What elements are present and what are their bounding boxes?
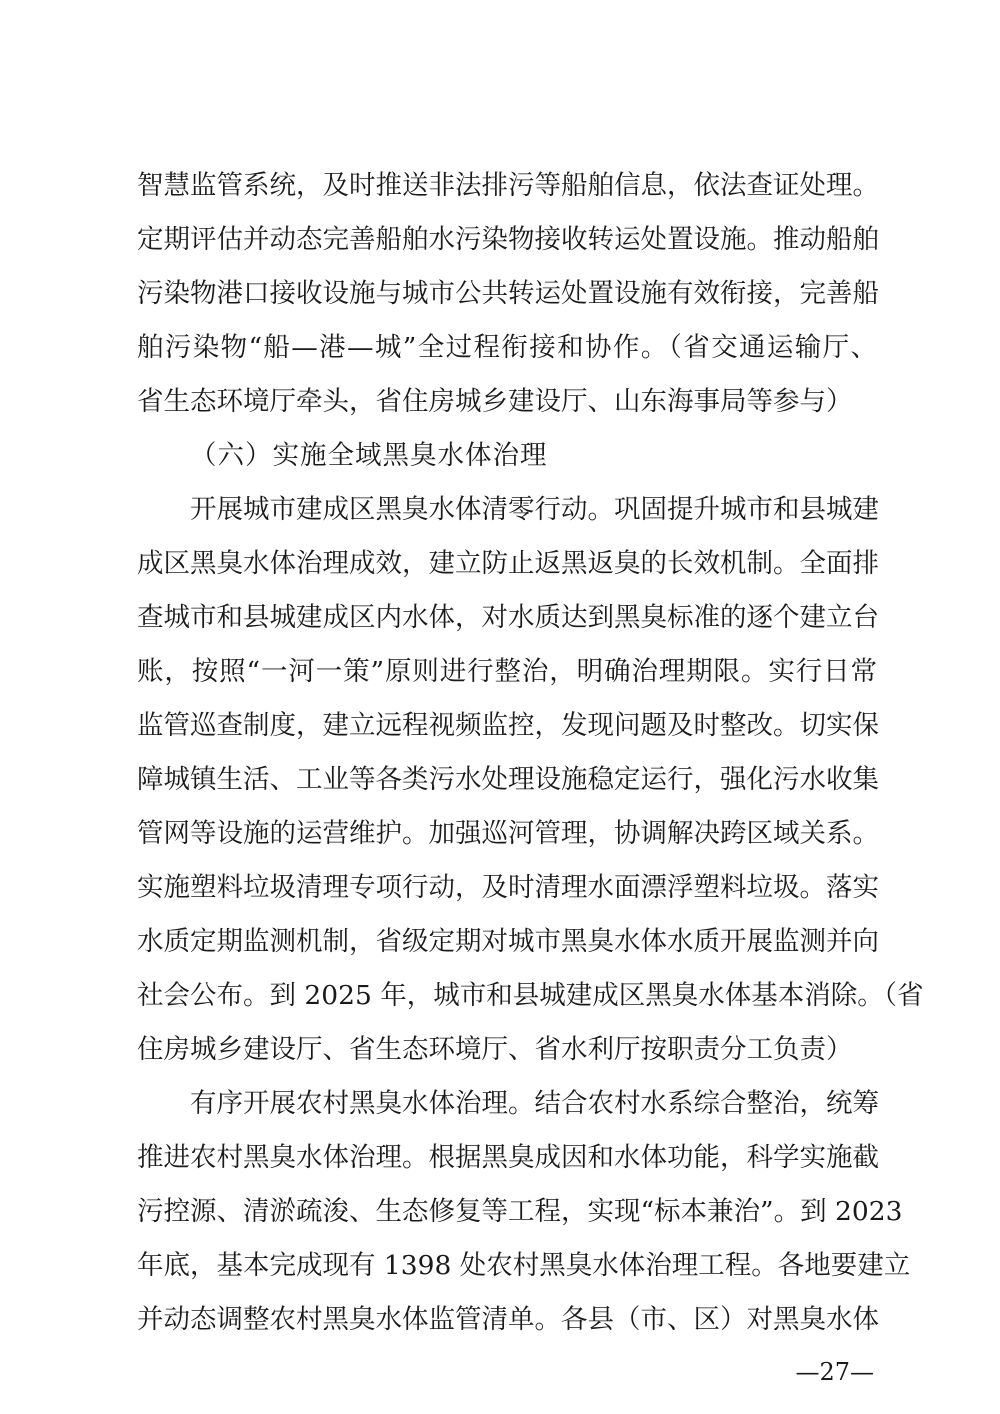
text-line: 定期评估并动态完善船舶水污染物接收转运处置设施。推动船舶 — [137, 224, 879, 255]
text-line: 监管巡查制度，建立远程视频监控，发现问题及时整改。切实保 — [137, 710, 879, 741]
text-line: 污染物港口接收设施与城市公共转运处置设施有效衔接，完善船 — [137, 278, 879, 309]
text-line: 智慧监管系统，及时推送非法排污等船舶信息，依法查证处理。 — [137, 170, 879, 201]
text-line: 社会公布。到 2025 年，城市和县城建成区黑臭水体基本消除。（省 — [137, 980, 924, 1011]
text-line: 污控源、清淤疏浚、生态修复等工程，实现“标本兼治”。到 2023 — [137, 1196, 903, 1227]
page-number: —27— — [795, 1358, 874, 1386]
text-line: 查城市和县城建成区内水体，对水质达到黑臭标准的逐个建立台 — [137, 602, 879, 633]
text-line: 开展城市建成区黑臭水体清零行动。巩固提升城市和县城建 — [190, 494, 879, 525]
text-line: 账，按照“一河一策”原则进行整治，明确治理期限。实行日常 — [137, 656, 877, 687]
text-line: 成区黑臭水体治理成效，建立防止返黑返臭的长效机制。全面排 — [137, 548, 879, 579]
text-line: 省生态环境厅牵头，省住房城乡建设厅、山东海事局等参与） — [137, 386, 853, 417]
text-line: 住房城乡建设厅、省生态环境厅、省水利厅按职责分工负责） — [137, 1034, 853, 1065]
text-line: 舶污染物“船—港—城”全过程衔接和协作。（省交通运输厅、 — [137, 332, 877, 363]
text-line: 推进农村黑臭水体治理。根据黑臭成因和水体功能，科学实施截 — [137, 1142, 879, 1173]
text-line: 并动态调整农村黑臭水体监管清单。各县（市、区）对黑臭水体 — [137, 1304, 879, 1335]
section-heading: （六）实施全域黑臭水体治理 — [190, 440, 548, 471]
text-line: 年底，基本完成现有 1398 处农村黑臭水体治理工程。各地要建立 — [137, 1250, 911, 1281]
text-line: 有序开展农村黑臭水体治理。结合农村水系综合整治，统筹 — [190, 1088, 879, 1119]
text-line: 管网等设施的运营维护。加强巡河管理，协调解决跨区域关系。 — [137, 818, 879, 849]
text-line: 水质定期监测机制，省级定期对城市黑臭水体水质开展监测并向 — [137, 926, 879, 957]
text-line: 障城镇生活、工业等各类污水处理设施稳定运行，强化污水收集 — [137, 764, 879, 795]
text-line: 实施塑料垃圾清理专项行动，及时清理水面漂浮塑料垃圾。落实 — [137, 872, 879, 903]
